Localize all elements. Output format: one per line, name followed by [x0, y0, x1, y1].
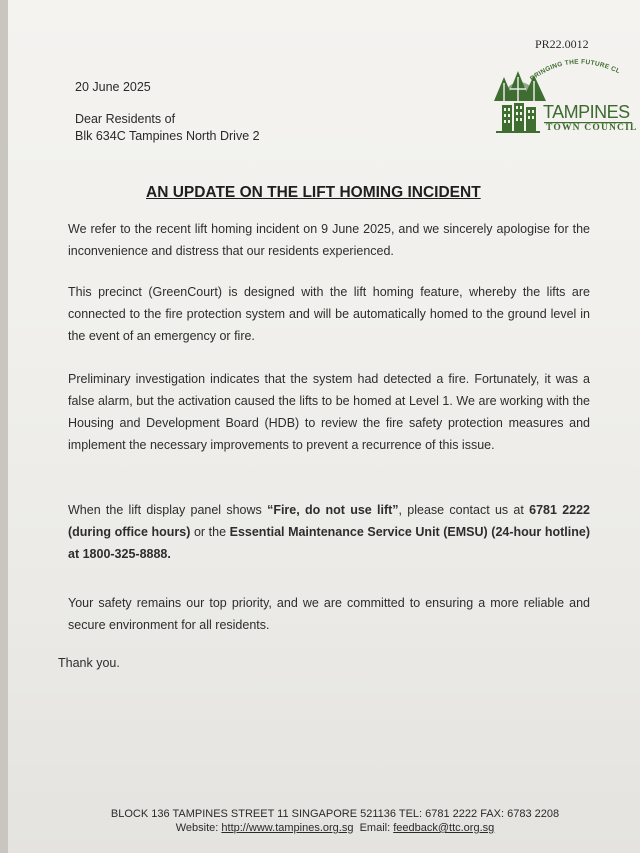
logo-name: TAMPINES: [543, 102, 630, 122]
letter-date: 20 June 2025: [75, 80, 151, 94]
recipient-line-1: Dear Residents of: [75, 112, 176, 126]
closing: Thank you.: [58, 656, 120, 670]
contact-text-3: or the: [190, 525, 230, 539]
svg-text:BRINGING THE FUTURE CLOSER: [492, 55, 621, 83]
footer-address: BLOCK 136 TAMPINES STREET 11 SINGAPORE 521136 TEL: 6781 2222 FAX: 6783 2208: [110, 808, 560, 820]
lift-warning-message: “Fire, do not use lift”: [267, 503, 399, 517]
letter-page: [8, 0, 640, 853]
recipient-block: [75, 111, 260, 145]
contact-text-2: , please contact us at: [398, 503, 530, 517]
paragraph-lift-homing-feature: This precinct (GreenCourt) is designed with the lift homing feature, whereby the lifts are connected to the fire protection system and will be automatically homed to the ground level in the event of an emergency or fire.: [68, 285, 590, 343]
tampines-town-council-logo: [492, 55, 638, 139]
paragraph-apology: We refer to the recent lift homing incident on 9 June 2025, and we sincerely apologise for the inconvenience and distress that our residents experienced.: [68, 222, 590, 258]
email-link[interactable]: feedback@ttc.org.sg: [393, 822, 495, 834]
reference-number: PR22.0012: [535, 37, 589, 51]
website-label: Website:: [175, 822, 222, 834]
paragraph-safety: Your safety remains our top priority, and we are committed to ensuring a more reliable and secure environment for all residents.: [68, 596, 590, 632]
letter-title: AN UPDATE ON THE LIFT HOMING INCIDENT: [146, 184, 481, 201]
email-label: Email:: [359, 822, 394, 834]
footer: [100, 807, 570, 835]
office-phone: 6781 2222 (during office hours): [68, 503, 591, 539]
recipient-line-2: Blk 634C Tampines North Drive 2: [75, 129, 260, 143]
footer-contact-line: [100, 821, 570, 835]
paragraph-investigation: Preliminary investigation indicates that the system had detected a fire. Fortunately, it was a false alarm, but the activation caused the lifts to be homed at Level 1. We are working with the Housing and Development Board (HDB) to review the fire safety protection measures and implement the necessary improvements to prevent a recurrence of this issue.: [68, 372, 590, 452]
logo-tagline: BRINGING THE FUTURE CL: [529, 58, 622, 83]
emsu-hotline: Essential Maintenance Service Unit (EMSU) (24-hour hotline) at 1800-325-8888.: [68, 525, 590, 561]
website-link[interactable]: http://www.tampines.org.sg: [221, 822, 354, 834]
logo-subtitle: TOWN COUNCIL: [546, 123, 638, 133]
paragraph-contact: [68, 499, 590, 565]
contact-text-1: When the lift display panel shows: [68, 503, 268, 517]
